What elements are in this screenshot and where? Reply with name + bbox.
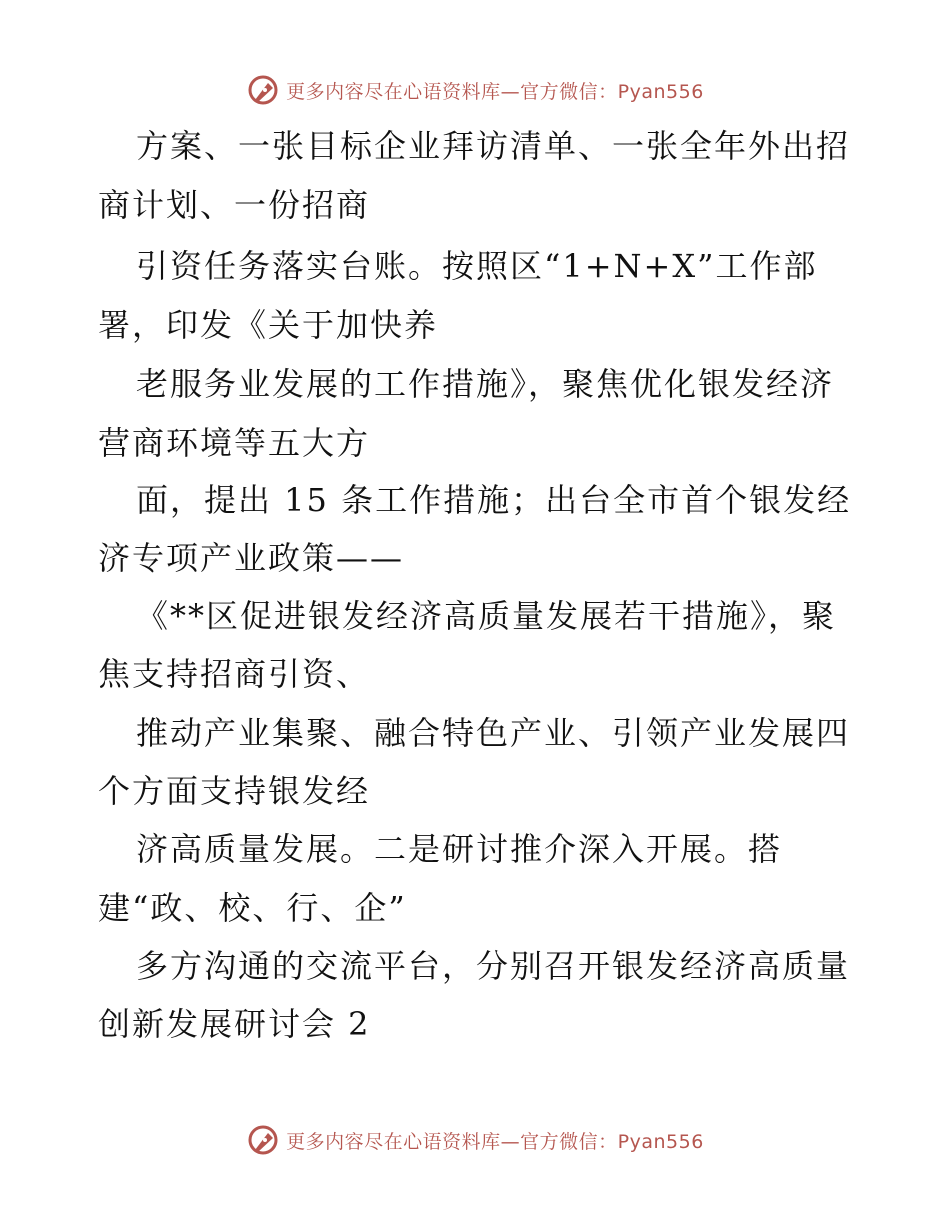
text-line: 营商环境等五大方 (98, 424, 371, 462)
text-line: 老服务业发展的工作措施》，聚焦优化银发经济 (136, 365, 835, 403)
text-line: 济专项产业政策—— (98, 539, 405, 577)
text-line: 多方沟通的交流平台，分别召开银发经济高质量 (136, 947, 851, 985)
text-line: 创新发展研讨会 2 (98, 1005, 371, 1043)
watermark-text: 更多内容尽在心语资料库—官方微信：Pyan556 (286, 1130, 704, 1153)
header-watermark (0, 72, 950, 108)
pen-nib-logo-icon (246, 1123, 280, 1157)
pen-nib-logo-icon (246, 73, 280, 107)
text-line: 引资任务落实台账。按照区“1+N+X”工作部 (136, 247, 818, 285)
text-line: 方案、一张目标企业拜访清单、一张全年外出招 (136, 127, 851, 165)
watermark-text: 更多内容尽在心语资料库—官方微信：Pyan556 (286, 80, 704, 103)
text-line: 商计划、一份招商 (98, 186, 371, 224)
text-line: 推动产业集聚、融合特色产业、引领产业发展四 (136, 714, 851, 752)
text-line: 署，印发《关于加快养 (98, 306, 439, 344)
footer-watermark (0, 1122, 950, 1158)
text-line: 个方面支持银发经 (98, 772, 371, 810)
text-line: 焦支持招商引资、 (98, 655, 371, 693)
text-line: 《**区促进银发经济高质量发展若干措施》，聚 (136, 597, 837, 635)
text-line: 面，提出 15 条工作措施；出台全市首个银发经 (136, 481, 852, 519)
text-line: 济高质量发展。二是研讨推介深入开展。搭 (136, 830, 783, 868)
text-line: 建“政、校、行、企” (98, 889, 407, 927)
